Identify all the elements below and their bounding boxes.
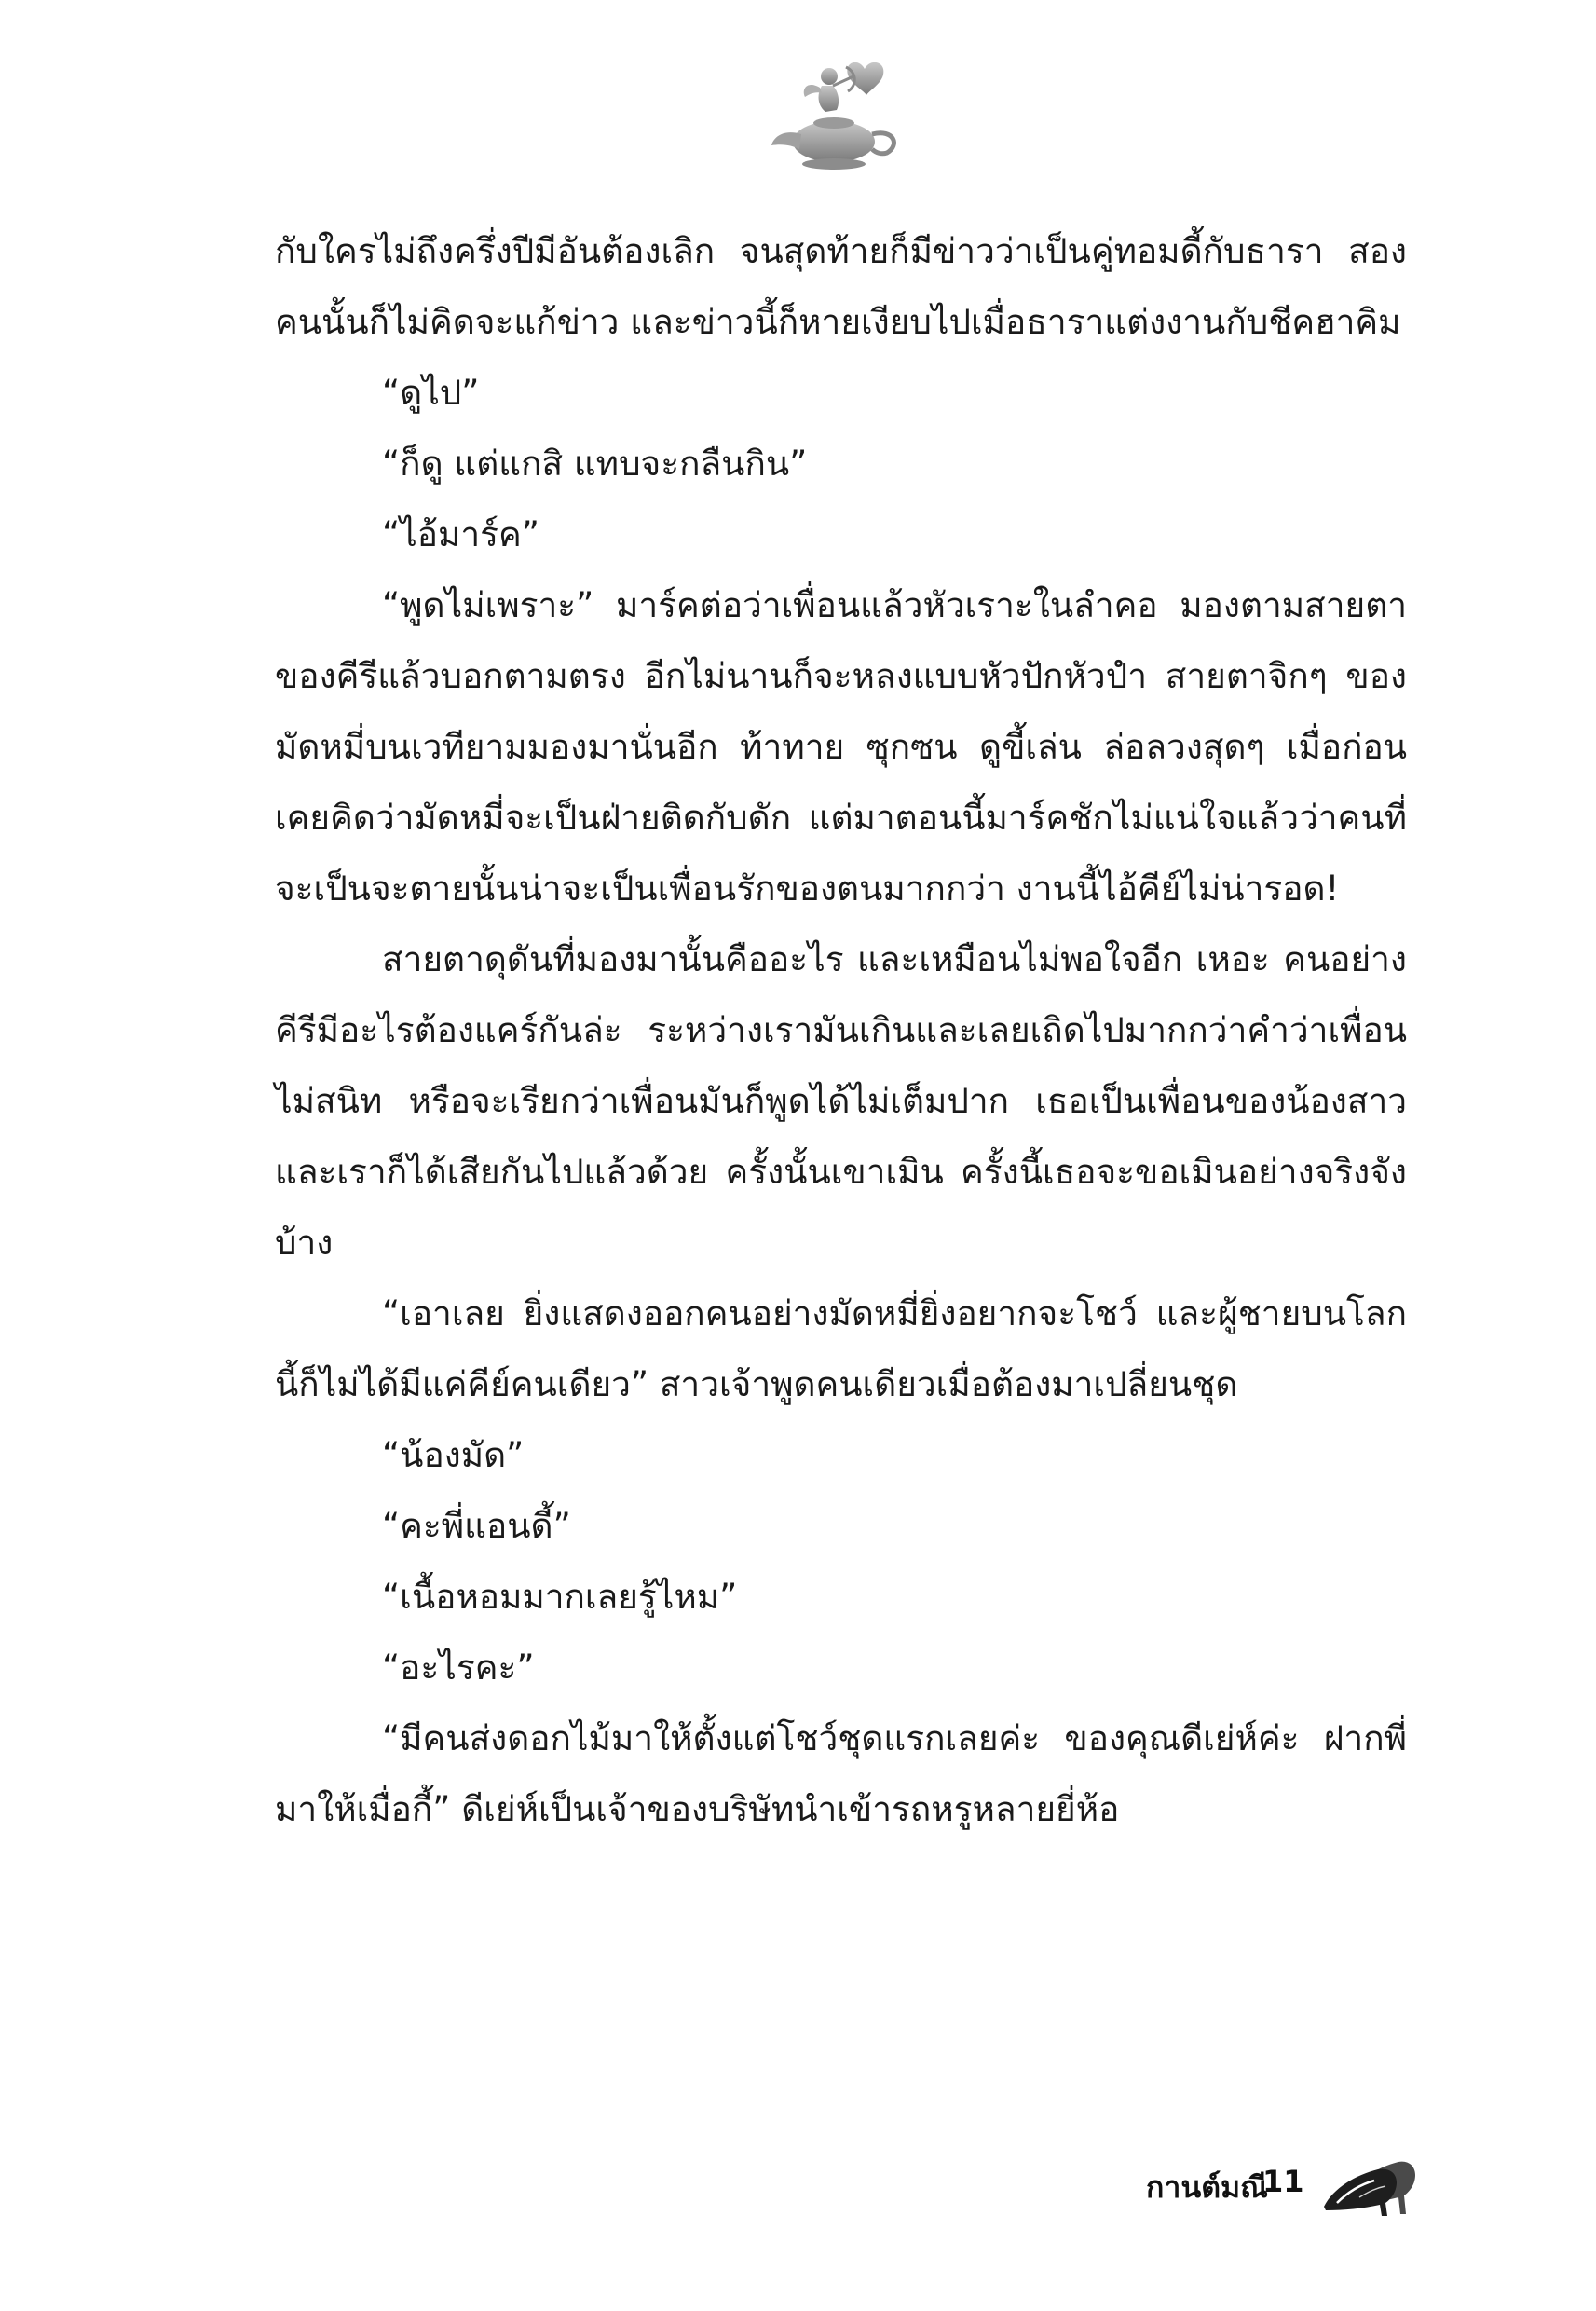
page-number: 11: [1262, 2164, 1304, 2199]
book-title: กานต์มณี: [1146, 2169, 1268, 2205]
paragraph: “พูดไม่เพราะ” มาร์คต่อว่าเพื่อนแล้วหัวเราะในลำคอ มองตามสายตาของคีรีแล้วบอกตามตรง อีกไม่นานก็จะหลงแบบหัวปักหัวปำ สายตาจิกๆ ของมัดหมี่บนเวทียามมองมานั่นอีก ท้าทาย ซุกซน ดูขี้เล่น ล่อลวงสุดๆ เมื่อก่อนเคยคิดว่ามัดหมี่จะเป็นฝ่ายติดกับดัก แต่มาตอนนี้มาร์คชักไม่แน่ใจแล้วว่าคนที่จะเป็นจะตายนั้นน่าจะเป็นเพื่อนรักของตนมากกว่า งานนี้ไอ้คีย์ไม่น่ารอด!: [275, 585, 1407, 909]
dialog-line: “ก็ดู แต่แกสิ แทบจะกลืนกิน”: [382, 444, 808, 484]
dialog-line: “เนื้อหอมมากเลยรู้ไหม”: [382, 1577, 738, 1617]
paragraph: กับใครไม่ถึงครึ่งปีมีอันต้องเลิก จนสุดท้ายก็มีข่าวว่าเป็นคู่ทอมดี้กับธารา สองคนนั้นก็ไม่คิดจะแก้ข่าว และข่าวนี้ก็หายเงียบไปเมื่อธาราแต่งงานกับชีคฮาคิม: [275, 231, 1407, 342]
paragraph: สายตาดุดันที่มองมานั้นคืออะไร และเหมือนไม่พอใจอีก เหอะ คนอย่างคีรีมีอะไรต้องแคร์กันล่ะ ระหว่างเรามันเกินและเลยเถิดไปมากกว่าคำว่าเพื่อนไม่สนิท หรือจะเรียกว่าเพื่อนมันก็พูดได้ไม่เต็มปาก เธอเป็นเพื่อนของน้องสาว และเราก็ได้เสียกันไปแล้วด้วย ครั้งนั้นเขาเมิน ครั้งนี้เธอจะขอเมินอย่างจริงจังบ้าง: [275, 939, 1407, 1263]
body-text: [275, 216, 1407, 1845]
dialog-line: “ไอ้มาร์ค”: [382, 514, 539, 554]
paragraph: “เอาเลย ยิ่งแสดงออกคนอย่างมัดหมี่ยิ่งอยากจะโชว์ และผู้ชายบนโลกนี้ก็ไม่ได้มีแค่คีย์คนเดียว” สาวเจ้าพูดคนเดียวเมื่อต้องมาเปลี่ยนชุด: [275, 1293, 1407, 1404]
dialog-line: “อะไรคะ”: [382, 1648, 535, 1688]
dialog-line: “ดูไป”: [382, 373, 480, 413]
dialog-line: “น้องมัด”: [382, 1435, 525, 1475]
paragraph: “มีคนส่งดอกไม้มาให้ตั้งแต่โชว์ชุดแรกเลยค่ะ ของคุณดีเย่ห์ค่ะ ฝากพี่มาให้เมื่อกี้” ดีเย่ห์เป็นเจ้าของบริษัทนำเข้ารถหรูหลายยี่ห้อ: [275, 1718, 1407, 1829]
cupid-teapot-ornament-icon: [764, 48, 904, 179]
page-footer: [1146, 2143, 1444, 2227]
dialog-line: “คะพี่แอนดี้”: [382, 1506, 571, 1546]
high-heel-shoes-icon: [1318, 2143, 1430, 2218]
